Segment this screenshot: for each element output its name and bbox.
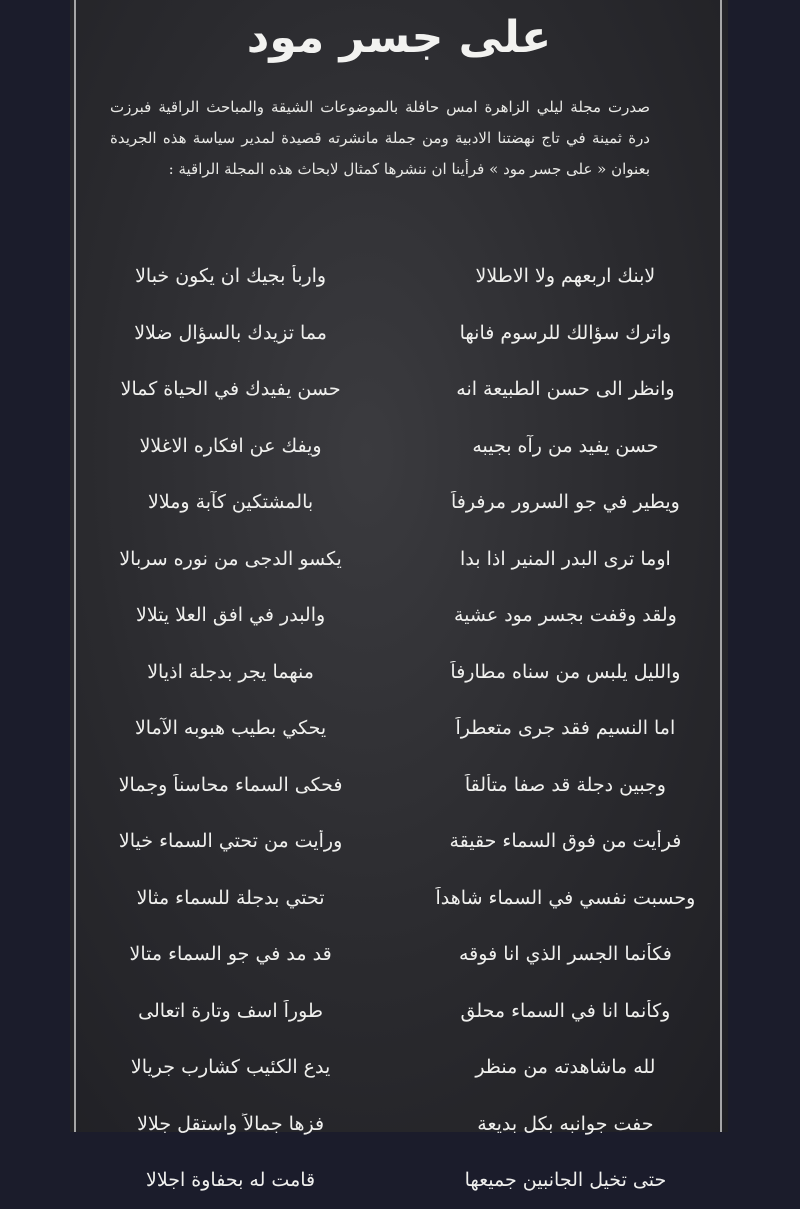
- verse-left-hemistich: واربأ بجيك ان يكون خبالا: [135, 265, 327, 288]
- verse-right-hemistich: حسن يفيد من رآه بجيبه: [472, 434, 659, 457]
- verse-right-hemistich: فرأيت من فوق السماء حقيقة: [449, 830, 682, 853]
- verse-line: [88, 1152, 708, 1209]
- verse-line: [88, 474, 708, 531]
- verse-line: [88, 870, 708, 927]
- verse-left-hemistich: ويفك عن افكاره الاغلالا: [139, 434, 322, 457]
- verse-line: [88, 418, 708, 475]
- verse-line: [88, 248, 708, 305]
- verse-right-hemistich: لابنك اربعهم ولا الاطلالا: [475, 265, 656, 288]
- verse-left-hemistich: قد مد في جو السماء متالا: [129, 943, 332, 966]
- verse-left-hemistich: فزها جمالاً واستقل جلالا: [137, 1112, 325, 1135]
- verse-left-hemistich: حسن يفيدك في الحياة كمالا: [120, 378, 341, 401]
- verse-right-hemistich: وكأنما انا في السماء محلق: [460, 999, 671, 1022]
- verse-line: [88, 757, 708, 814]
- verse-right-hemistich: لله ماشاهدته من منظر: [475, 1056, 656, 1079]
- verse-line: [88, 926, 708, 983]
- intro-paragraph: صدرت مجلة ليلي الزاهرة امس حافلة بالموضوعات الشيقة والمباحث الراقية فبرزت درة ثمينة في تاج نهضتنا الادبية ومن جملة مانشرته قصيدة لمدير سياسة هذه الجريدة بعنوان « على جسر مود » فرأينا ان ننشرها كمثال لابحاث هذه المجلة الراقية :: [110, 98, 650, 178]
- verse-left-hemistich: منهما يجر بدجلة اذيالا: [147, 660, 314, 683]
- verse-right-hemistich: والليل يلبس من سناه مطارفاً: [450, 660, 681, 683]
- verse-left-hemistich: مما تزيدك بالسؤال ضلالا: [134, 321, 327, 344]
- left-column-rule: [74, 0, 76, 1132]
- verse-left-hemistich: ورأيت من تحتي السماء خيالا: [118, 830, 343, 853]
- verse-left-hemistich: تحتي بدجلة للسماء مثالا: [136, 886, 325, 909]
- poem-verses: [88, 248, 708, 1209]
- verse-line: [88, 531, 708, 588]
- verse-left-hemistich: يدع الكئيب كشارب جريالا: [130, 1056, 331, 1079]
- verse-right-hemistich: وانظر الى حسن الطبيعة انه: [456, 378, 675, 401]
- verse-line: [88, 1039, 708, 1096]
- verse-right-hemistich: وجبين دجلة قد صفا متألقاً: [464, 773, 666, 796]
- verse-right-hemistich: حفت جوانبه بكل بديعة: [477, 1112, 654, 1135]
- verse-line: [88, 305, 708, 362]
- verse-left-hemistich: قامت له بحفاوة اجلالا: [146, 1169, 316, 1192]
- verse-left-hemistich: طوراً اسف وتارة اتعالى: [138, 999, 324, 1022]
- verse-left-hemistich: يحكي بطيب هبوبه الآمالا: [134, 717, 327, 740]
- right-column-rule: [720, 0, 722, 1132]
- verse-left-hemistich: فحكى السماء محاسناً وجمالا: [118, 773, 343, 796]
- poem-title: على جسر مود: [246, 12, 552, 63]
- verse-right-hemistich: فكأنما الجسر الذي انا فوقه: [459, 943, 672, 966]
- verse-right-hemistich: وحسبت نفسي في السماء شاهداً: [435, 886, 696, 909]
- verse-left-hemistich: بالمشتكين كآبة وملالا: [148, 491, 314, 514]
- verse-line: [88, 587, 708, 644]
- newspaper-page: [70, 0, 728, 1192]
- verse-line: [88, 700, 708, 757]
- verse-line: [88, 644, 708, 701]
- verse-line: [88, 1096, 708, 1153]
- verse-line: [88, 813, 708, 870]
- verse-left-hemistich: يكسو الدجى من نوره سربالا: [119, 547, 342, 570]
- verse-right-hemistich: اوما ترى البدر المنير اذا بدا: [460, 547, 671, 570]
- verse-right-hemistich: ولقد وقفت بجسر مود عشية: [453, 604, 677, 627]
- verse-right-hemistich: ويطير في جو السرور مرفرفاً: [450, 491, 680, 514]
- verse-right-hemistich: اما النسيم فقد جرى متعطراً: [455, 717, 676, 740]
- verse-line: [88, 983, 708, 1040]
- verse-left-hemistich: والبدر في افق العلا يتلالا: [136, 604, 326, 627]
- verse-right-hemistich: واترك سؤالك للرسوم فانها: [459, 321, 672, 344]
- verse-right-hemistich: حتى تخيل الجانبين جميعها: [464, 1169, 667, 1192]
- verse-line: [88, 361, 708, 418]
